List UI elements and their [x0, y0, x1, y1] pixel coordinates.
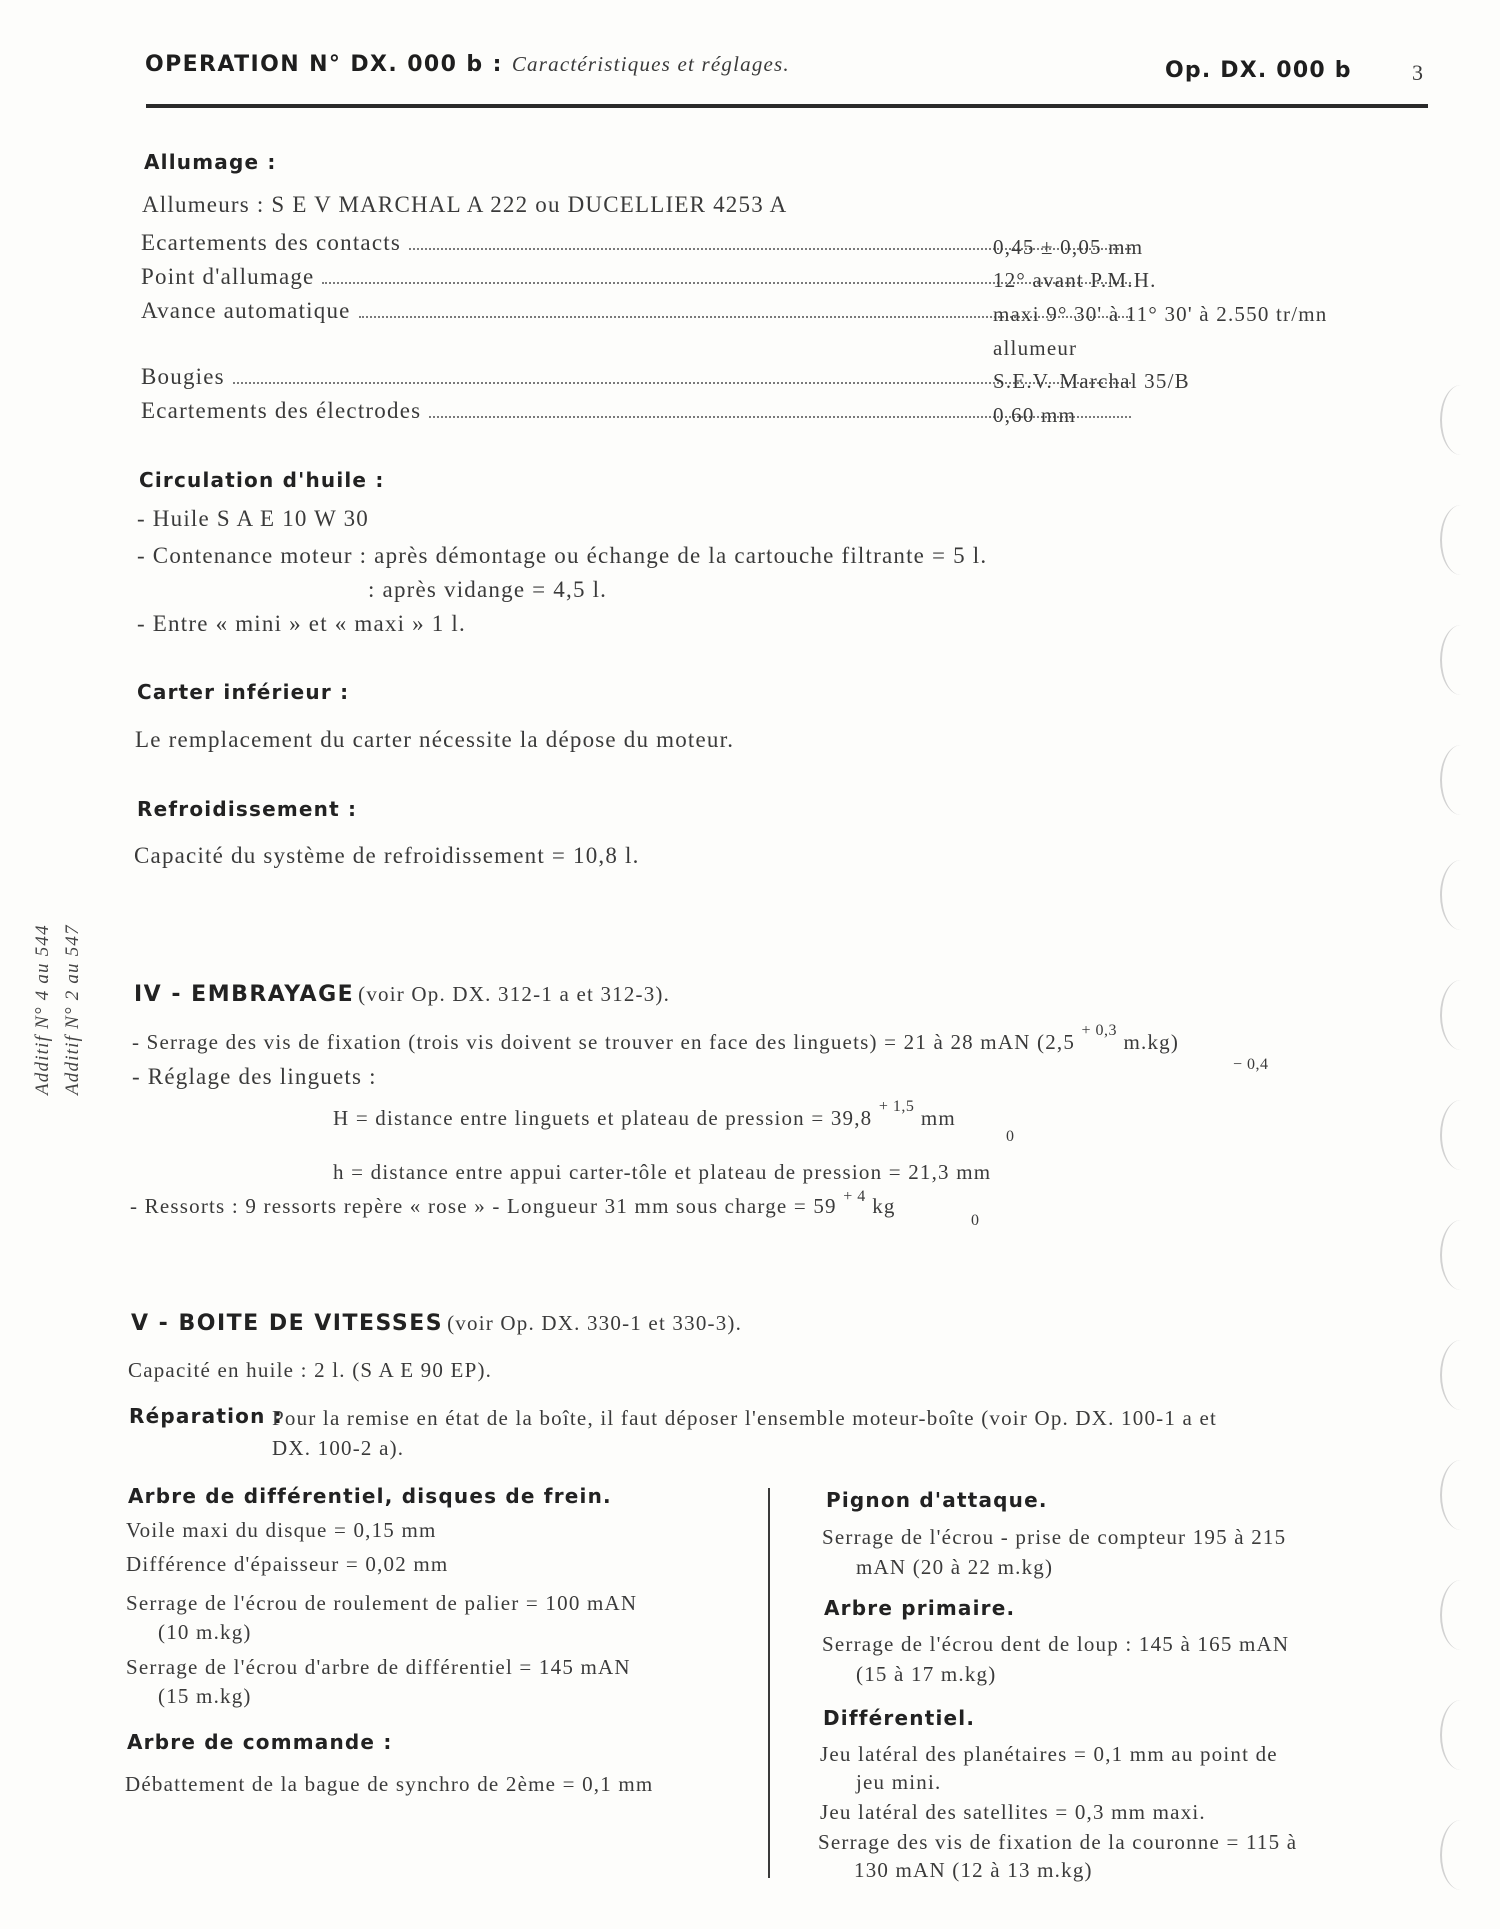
- debattement-line: Débattement de la bague de synchro de 2ème = 0,1 mm: [125, 1772, 654, 1796]
- tolerance-lower: 0: [971, 1212, 980, 1229]
- section-title-carter: Carter inférieur :: [137, 680, 350, 704]
- serrage-text: - Serrage des vis de fixation (trois vis doivent se trouver en face des linguets) = 21 à 28 mAN (2,5: [132, 1030, 1076, 1054]
- spec-row-ecartement-electrodes: [141, 398, 1141, 424]
- tolerance-upper: + 4: [843, 1188, 866, 1205]
- tolerance-lower: − 0,4: [1233, 1056, 1269, 1073]
- embrayage-reference: (voir Op. DX. 312-1 a et 312-3).: [358, 982, 671, 1006]
- capacite-huile: Capacité en huile : 2 l. (S A E 90 EP).: [128, 1358, 493, 1382]
- binding-ring: [1440, 1700, 1482, 1770]
- spec-label: Avance automatique: [141, 298, 351, 323]
- page-number: 3: [1412, 60, 1425, 85]
- spec-value: 12° avant P.M.H.: [993, 268, 1157, 292]
- differentiel-line-1: Jeu latéral des planétaires = 0,1 mm au point de: [820, 1742, 1278, 1766]
- pignon-attaque-title: Pignon d'attaque.: [826, 1488, 1048, 1512]
- section-title-allumage: Allumage :: [144, 150, 277, 174]
- differentiel-line-5: 130 mAN (12 à 13 m.kg): [854, 1858, 1093, 1882]
- column-divider: [768, 1488, 770, 1878]
- spec-value-continued: allumeur: [993, 336, 1078, 360]
- operation-reference: Op. DX. 000 b: [1165, 58, 1352, 83]
- embrayage-heading: IV - EMBRAYAGE: [134, 982, 355, 1007]
- voile-line: Voile maxi du disque = 0,15 mm: [126, 1518, 437, 1542]
- spec-label: Ecartements des électrodes: [141, 398, 422, 423]
- h-lower-line: h = distance entre appui carter-tôle et plateau de pression = 21,3 mm: [333, 1160, 992, 1184]
- binding-ring: [1440, 860, 1482, 930]
- pignon-line-2: mAN (20 à 22 m.kg): [856, 1555, 1054, 1579]
- section-title-boite: [131, 1311, 742, 1336]
- spec-label: Point d'allumage: [141, 264, 315, 289]
- h-upper-unit: mm: [920, 1106, 956, 1130]
- allumeurs-line: Allumeurs : S E V MARCHAL A 222 ou DUCELLIER 4253 A: [142, 192, 788, 217]
- binding-ring: [1440, 1220, 1482, 1290]
- binding-ring: [1440, 385, 1482, 455]
- header-rule: [146, 104, 1428, 108]
- arbre-commande-title: Arbre de commande :: [127, 1730, 393, 1754]
- primaire-line-1: Serrage de l'écrou dent de loup : 145 à 165 mAN: [822, 1632, 1290, 1656]
- spec-row-bougies: [141, 364, 1141, 390]
- binding-ring: [1440, 980, 1482, 1050]
- embrayage-serrage-line: [132, 1022, 1180, 1055]
- ressorts-unit: kg: [872, 1194, 896, 1218]
- spec-label: Bougies: [141, 364, 225, 389]
- arbre-primaire-title: Arbre primaire.: [824, 1596, 1016, 1620]
- differentiel-line-4: Serrage des vis de fixation de la couronne = 115 à: [818, 1830, 1298, 1854]
- spec-label: Ecartements des contacts: [141, 230, 401, 255]
- binding-ring: [1440, 1820, 1482, 1890]
- serrage-arbre-line-2: (15 m.kg): [158, 1684, 252, 1708]
- margin-note-line-2: Additif N° 2 au 547: [62, 924, 83, 1095]
- arbre-differentiel-title: Arbre de différentiel, disques de frein.: [128, 1484, 612, 1508]
- ressorts-line: [130, 1188, 896, 1219]
- boite-heading: V - BOITE DE VITESSES: [131, 1311, 444, 1336]
- serrage-palier-line-2: (10 m.kg): [158, 1620, 252, 1644]
- boite-reference: (voir Op. DX. 330-1 et 330-3).: [447, 1311, 743, 1335]
- binding-ring: [1440, 1100, 1482, 1170]
- reparation-line-2: DX. 100-2 a).: [272, 1436, 405, 1460]
- carter-text: Le remplacement du carter nécessite la dépose du moteur.: [135, 727, 735, 752]
- spec-value: 0,45 ± 0,05 mm: [993, 235, 1144, 259]
- serrage-palier-line-1: Serrage de l'écrou de roulement de palier = 100 mAN: [126, 1591, 638, 1615]
- differentiel-line-3: Jeu latéral des satellites = 0,3 mm maxi.: [820, 1800, 1206, 1824]
- section-title-refroidissement: Refroidissement :: [137, 797, 358, 821]
- differentiel-line-2: jeu mini.: [856, 1770, 942, 1794]
- tolerance-upper: + 0,3: [1081, 1022, 1118, 1039]
- h-upper-text: H = distance entre linguets et plateau de pression = 39,8: [333, 1106, 873, 1130]
- reglage-linguets-line: - Réglage des linguets :: [132, 1064, 377, 1089]
- tolerance-lower: 0: [1006, 1128, 1015, 1145]
- operation-number: OPERATION N° DX. 000 b :: [145, 52, 503, 77]
- differentiel-title: Différentiel.: [823, 1706, 976, 1730]
- h-upper-line: [333, 1098, 956, 1131]
- ressorts-text: - Ressorts : 9 ressorts repère « rose » - Longueur 31 mm sous charge = 59: [130, 1194, 837, 1218]
- serrage-arbre-line-1: Serrage de l'écrou d'arbre de différentiel = 145 mAN: [126, 1655, 631, 1679]
- section-title-embrayage: [134, 982, 670, 1007]
- spec-row-point-allumage: [141, 264, 1141, 290]
- huile-line: - Huile S A E 10 W 30: [137, 506, 369, 531]
- difference-line: Différence d'épaisseur = 0,02 mm: [126, 1552, 449, 1576]
- binding-ring: [1440, 1340, 1482, 1410]
- header-title: [145, 52, 790, 77]
- vidange-line: : après vidange = 4,5 l.: [368, 577, 608, 602]
- primaire-line-2: (15 à 17 m.kg): [856, 1662, 997, 1686]
- spec-value: maxi 9° 30' à 11° 30' à 2.550 tr/mn: [993, 302, 1328, 326]
- reparation-line-1: Pour la remise en état de la boîte, il faut déposer l'ensemble moteur-boîte (voir Op. DX. 100-1 a et: [272, 1406, 1218, 1430]
- tolerance-upper: + 1,5: [878, 1098, 915, 1115]
- binding-ring: [1440, 1460, 1482, 1530]
- binding-ring: [1440, 745, 1482, 815]
- mini-maxi-line: - Entre « mini » et « maxi » 1 l.: [137, 611, 466, 636]
- spec-row-ecartement-contacts: [141, 230, 1141, 256]
- margin-note-line-1: Additif N° 4 au 544: [32, 924, 53, 1095]
- binding-ring: [1440, 1580, 1482, 1650]
- spec-row-avance-automatique: [141, 298, 1141, 324]
- binding-ring: [1440, 625, 1482, 695]
- contenance-line: - Contenance moteur : après démontage ou échange de la cartouche filtrante = 5 l.: [137, 543, 988, 568]
- binding-ring: [1440, 505, 1482, 575]
- spec-value: S.E.V. Marchal 35/B: [993, 369, 1190, 393]
- spec-value: 0,60 mm: [993, 403, 1077, 427]
- margin-note: [28, 924, 88, 1095]
- operation-subtitle: Caractéristiques et réglages.: [511, 52, 790, 76]
- serrage-unit: m.kg): [1123, 1030, 1180, 1054]
- refroidissement-text: Capacité du système de refroidissement = 10,8 l.: [134, 843, 640, 868]
- reparation-label: Réparation :: [129, 1404, 283, 1428]
- pignon-line-1: Serrage de l'écrou - prise de compteur 195 à 215: [822, 1525, 1287, 1549]
- section-title-circulation: Circulation d'huile :: [139, 468, 385, 492]
